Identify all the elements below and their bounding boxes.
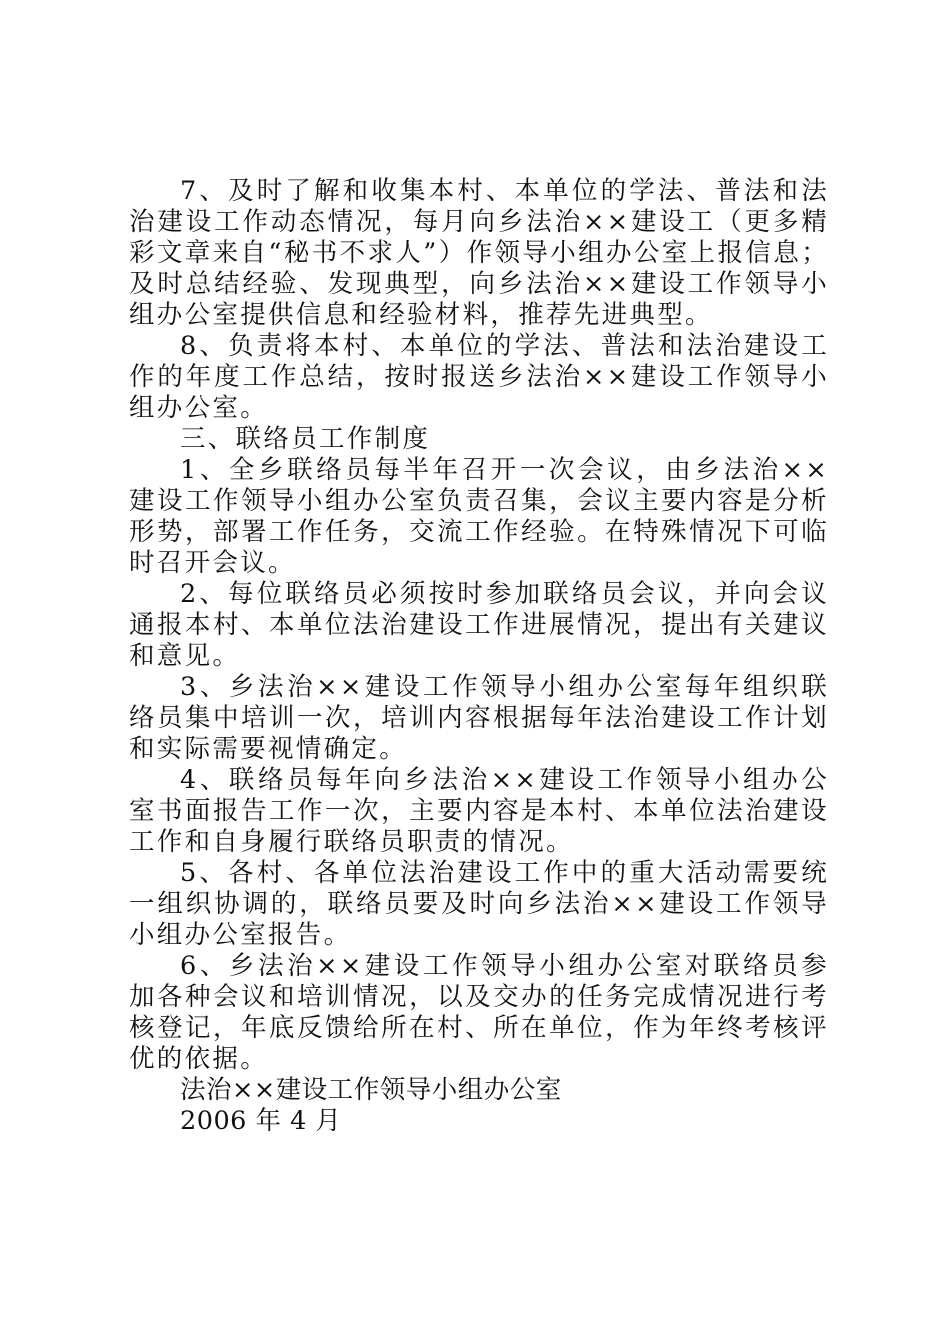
rule-paragraph-3: 3、乡法治××建设工作领导小组办公室每年组织联络员集中培训一次，培训内容根据每年法治建设工作计划和实际需要视情确定。 xyxy=(129,672,829,764)
document-body xyxy=(129,176,829,1137)
rule-paragraph-2: 2、每位联络员必须按时参加联络员会议，并向会议通报本村、本单位法治建设工作进展情况，提出有关建议和意见。 xyxy=(129,579,829,671)
signature-line: 法治××建设工作领导小组办公室 xyxy=(180,1075,562,1105)
rule-paragraph-6: 6、乡法治××建设工作领导小组办公室对联络员参加各种会议和培训情况，以及交办的任务完成情况进行考核登记，年底反馈给所在村、所在单位，作为年终考核评优的依据。 xyxy=(129,951,829,1074)
rule-paragraph-4: 4、联络员每年向乡法治××建设工作领导小组办公室书面报告工作一次，主要内容是本村、本单位法治建设工作和自身履行联络员职责的情况。 xyxy=(129,765,829,857)
paragraph-8: 8、负责将本村、本单位的学法、普法和法治建设工作的年度工作总结，按时报送乡法治××建设工作领导小组办公室。 xyxy=(129,331,829,423)
paragraph-7: 7、及时了解和收集本村、本单位的学法、普法和法治建设工作动态情况，每月向乡法治××建设工（更多精彩文章来自“秘书不求人”）作领导小组办公室上报信息；及时总结经验、发现典型，向乡法治××建设工作领导小组办公室提供信息和经验材料，推荐先进典型。 xyxy=(129,176,829,330)
rule-paragraph-1: 1、全乡联络员每半年召开一次会议，由乡法治××建设工作领导小组办公室负责召集，会议主要内容是分析形势，部署工作任务，交流工作经验。在特殊情况下可临时召开会议。 xyxy=(129,455,829,578)
date-line: 2006 年 4 月 xyxy=(180,1106,342,1136)
rule-paragraph-5: 5、各村、各单位法治建设工作中的重大活动需要统一组织协调的，联络员要及时向乡法治××建设工作领导小组办公室报告。 xyxy=(129,858,829,950)
section-heading: 三、联络员工作制度 xyxy=(180,424,431,454)
